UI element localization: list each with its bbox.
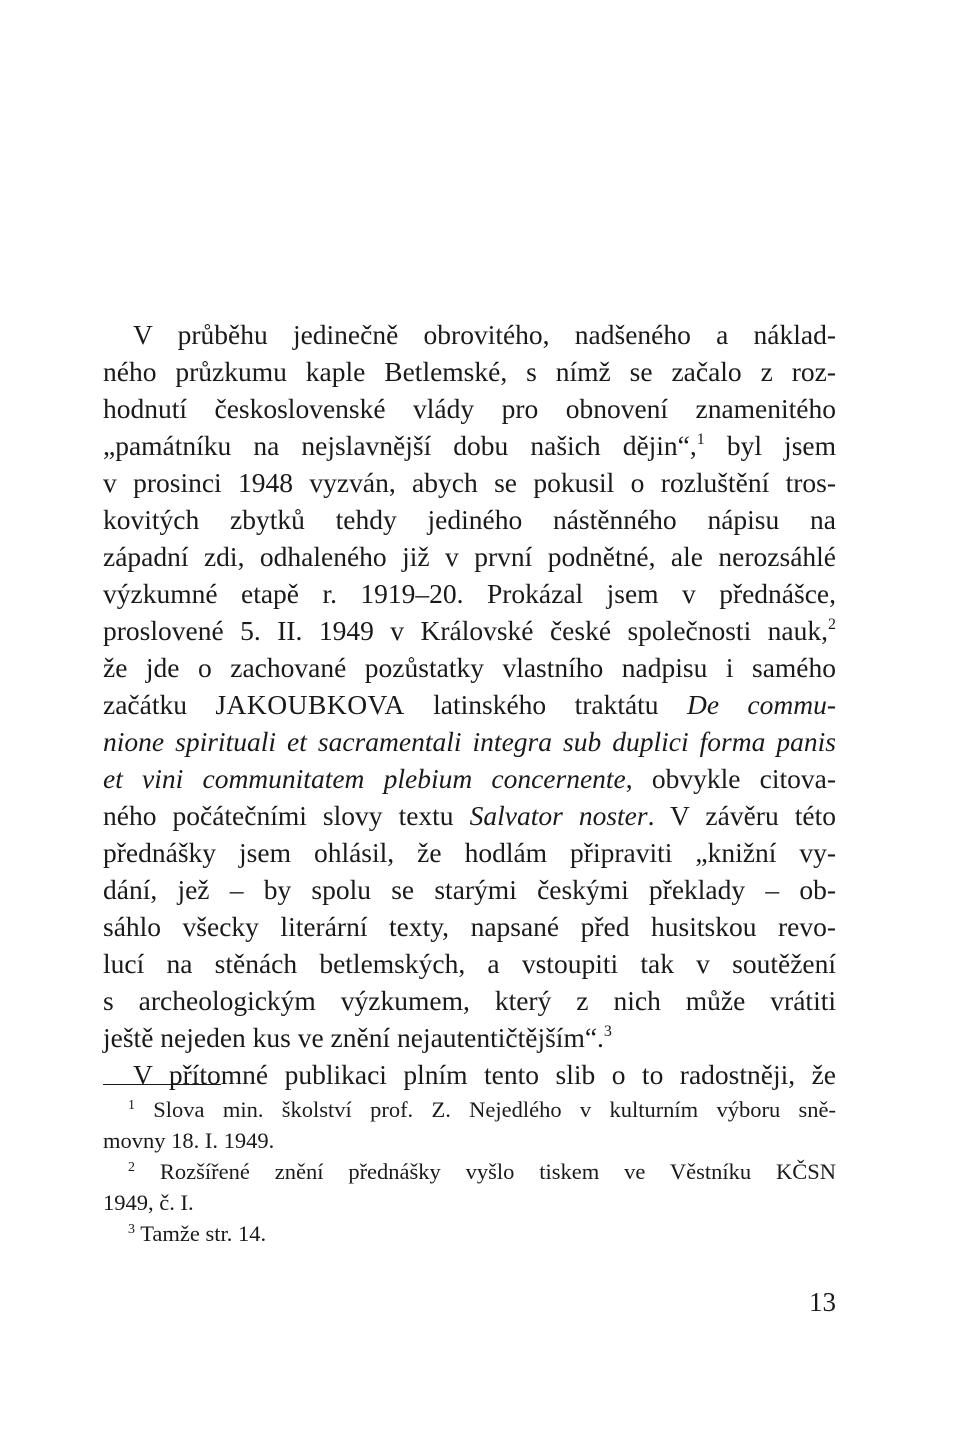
- text-run: ještě nejeden kus ve znění nejautentičtějším“.: [103, 1022, 604, 1053]
- text-line: V průběhu jedinečně obrovitého, nadšeného a náklad-: [133, 319, 836, 350]
- text-line: [103, 612, 836, 649]
- text-run: , obvykle citova-: [625, 763, 836, 794]
- text-run: proslovené 5. II. 1949 v Královské české společnosti nauk,: [103, 615, 828, 646]
- footnote-number: 1: [128, 1098, 135, 1113]
- text-run: ného počátečními slovy textu: [103, 800, 470, 831]
- footnote-3: [103, 1218, 836, 1249]
- footnote-text: Rozšířené znění přednášky vyšlo tiskem ve Věstníku KČSN: [159, 1159, 836, 1184]
- footnotes: [103, 1094, 836, 1249]
- text-run: byl jsem: [704, 430, 836, 461]
- text-line: ného průzkumu kaple Betlemské, s nímž se začalo z roz-: [103, 356, 836, 387]
- footnote-text: Slova min. školství prof. Z. Nejedlého v kulturním výboru sně-: [153, 1097, 837, 1122]
- text-line: [103, 723, 836, 760]
- text-line: přednášky jsem ohlásil, že hodlám připraviti „knižní vy-: [103, 837, 836, 868]
- footnote-ref-1[interactable]: 1: [696, 431, 705, 448]
- page-number: 13: [809, 1287, 836, 1317]
- text-line: V přítomné publikaci plním tento slib o to radostněji, že: [133, 1059, 836, 1090]
- text-line: [103, 427, 836, 464]
- text-line: v prosinci 1948 vyzván, abych se pokusil o rozluštění tros-: [103, 467, 836, 498]
- text-line: sáhlo všecky literární texty, napsané před husitskou revo-: [103, 911, 836, 942]
- footnote-1: [103, 1094, 836, 1125]
- treatise-title: De commu-: [686, 689, 836, 720]
- text-line: že jde o zachované pozůstatky vlastního nadpisu i samého: [103, 652, 836, 683]
- incipit-title: Salvator noster: [469, 800, 648, 831]
- footnote-ref-2[interactable]: 2: [828, 616, 836, 633]
- text-line: [103, 1019, 836, 1056]
- treatise-title: nione spirituali et sacramentali integra sub duplici forma panis: [103, 726, 836, 757]
- footnote-number: 3: [128, 1222, 135, 1237]
- text-line: s archeologickým výzkumem, který z nich může vrátiti: [103, 985, 836, 1016]
- footnote-1-cont: movny 18. I. 1949.: [103, 1128, 275, 1153]
- treatise-title: et vini communitatem plebium concernente: [103, 763, 626, 794]
- text-line: dání, jež – by spolu se starými českými překlady – ob-: [103, 874, 836, 905]
- text-line: západní zdi, odhaleného již v první podnětné, ale nerozsáhlé: [103, 541, 836, 572]
- text-run: začátku: [103, 689, 216, 720]
- text-line: hodnutí československé vlády pro obnovení znamenitého: [103, 393, 836, 424]
- text-line: lucí na stěnách betlemských, a vstoupiti tak v soutěžení: [103, 948, 836, 979]
- text-line: [103, 760, 836, 797]
- body-text: [103, 316, 836, 1093]
- footnote-divider: [103, 1084, 221, 1085]
- text-line: výzkumné etapě r. 1919–20. Prokázal jsem v přednášce,: [103, 578, 836, 609]
- footnote-text: Tamže str. 14.: [140, 1221, 267, 1246]
- text-run: latinského traktátu: [404, 689, 687, 720]
- footnote-ref-3[interactable]: 3: [603, 1023, 612, 1040]
- text-line: kovitých zbytků tehdy jediného nástěnného nápisu na: [103, 504, 836, 535]
- text-line: [103, 686, 836, 723]
- author-name: JAKOUBKOVA: [215, 689, 405, 720]
- footnote-number: 2: [128, 1160, 135, 1175]
- footnote-2: [103, 1156, 836, 1187]
- footnote-2-cont: 1949, č. I.: [103, 1190, 194, 1215]
- text-run: . V závěru této: [647, 800, 836, 831]
- text-line: [103, 797, 836, 834]
- text-run: „památníku na nejslavnější dobu našich dějin“,: [103, 430, 697, 461]
